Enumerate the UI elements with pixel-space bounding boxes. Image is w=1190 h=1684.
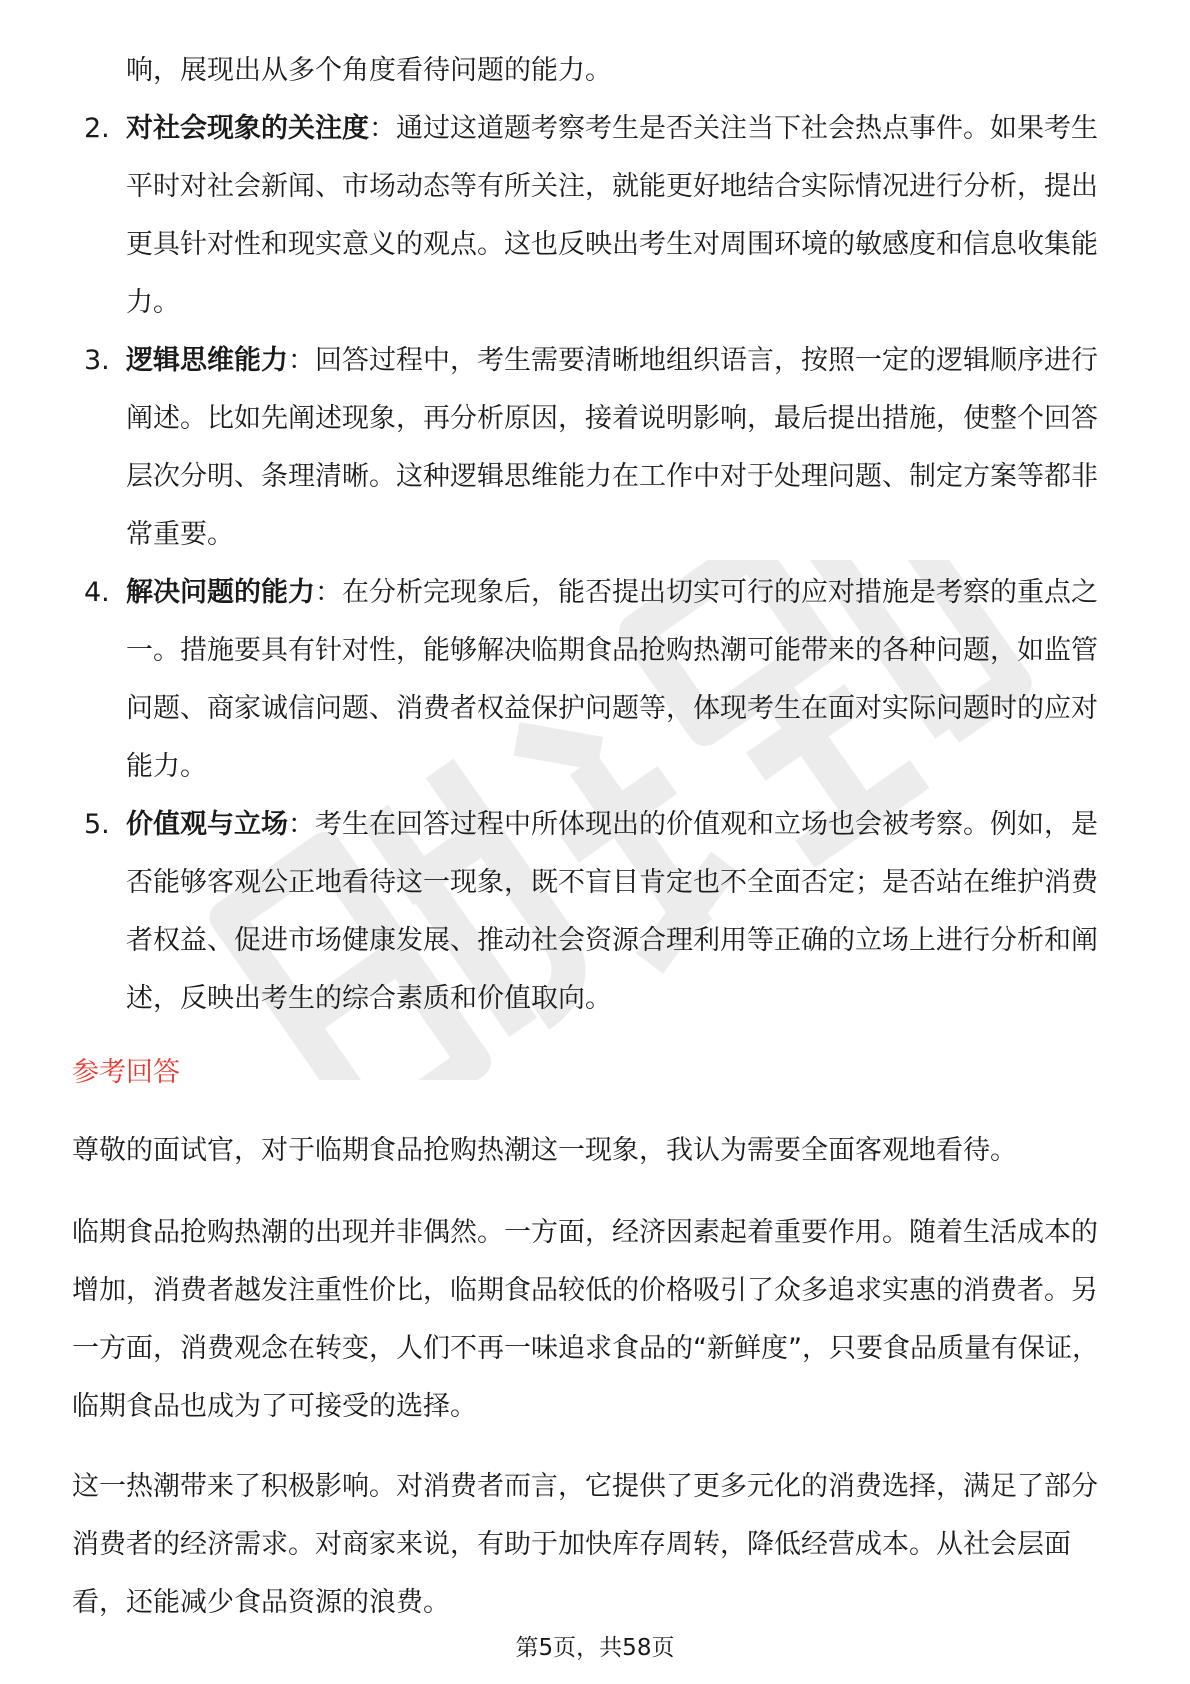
page-footer: 第5页，共58页 [515,1635,675,1661]
list-item [0,332,1190,564]
answer-paragraph: 临期食品抢购热潮的出现并非偶然。一方面，经济因素起着重要作用。随着生活成本的增加，消费者越发注重性价比，临期食品较低的价格吸引了众多追求实惠的消费者。另一方面，消费观念在转变，人们不再一味追求食品的“新鲜度”，只要食品质量有保证，临期食品也成为了可接受的选择。 [72,1217,1099,1422]
list-number: 4. [84,577,110,608]
list-number: 3. [84,345,110,376]
criterion-text: ：在分析完现象后，能否提出切实可行的应对措施是考察的重点之一。措施要具有针对性，能够解决临期食品抢购热潮可能带来的各种问题，如监管问题、商家诚信问题、消费者权益保护问题等，体现考生在面对实际问题时的应对能力。 [126,577,1098,782]
criterion-text: ：通过这道题考察考生是否关注当下社会热点事件。如果考生平时对社会新闻、市场动态等有所关注，就能更好地结合实际情况进行分析，提出更具针对性和现实意义的观点。这也反映出考生对周围环境的敏感度和信息收集能力。 [126,113,1098,318]
criterion-text: ：回答过程中，考生需要清晰地组织语言，按照一定的逻辑顺序进行阐述。比如先阐述现象，再分析原因，接着说明影响，最后提出措施，使整个回答层次分明、条理清晰。这种逻辑思维能力在工作中对于处理问题、制定方案等都非常重要。 [126,345,1098,550]
answer-paragraph: 尊敬的面试官，对于临期食品抢购热潮这一现象，我认为需要全面客观地看待。 [72,1135,1017,1166]
criterion-term: 价值观与立场 [126,809,288,840]
criterion-term: 对社会现象的关注度 [126,113,369,144]
list-number: 2. [84,113,110,144]
criterion-term: 解决问题的能力 [126,577,315,608]
answer-paragraph: 这一热潮带来了积极影响。对消费者而言，它提供了更多元化的消费选择，满足了部分消费者的经济需求。对商家来说，有助于加快库存周转，降低经营成本。从社会层面看，还能减少食品资源的浪费。 [72,1471,1098,1618]
list-number: 5. [84,809,110,840]
criterion-text: ：考生在回答过程中所体现出的价值观和立场也会被考察。例如，是否能够客观公正地看待这一现象，既不盲目肯定也不全面否定；是否站在维护消费者权益、促进市场健康发展、推动社会资源合理利用等正确的立场上进行分析和阐述，反映出考生的综合素质和价值取向。 [126,809,1098,1014]
reference-answer-heading: 参考回答 [72,1057,180,1088]
list-item [0,100,1190,332]
criterion-term: 逻辑思维能力 [126,345,288,376]
list-item [0,796,1190,1028]
continuation-text: 响，展现出从多个角度看待问题的能力。 [126,55,612,86]
evaluation-criteria-list [0,100,1190,1028]
list-item [0,564,1190,796]
